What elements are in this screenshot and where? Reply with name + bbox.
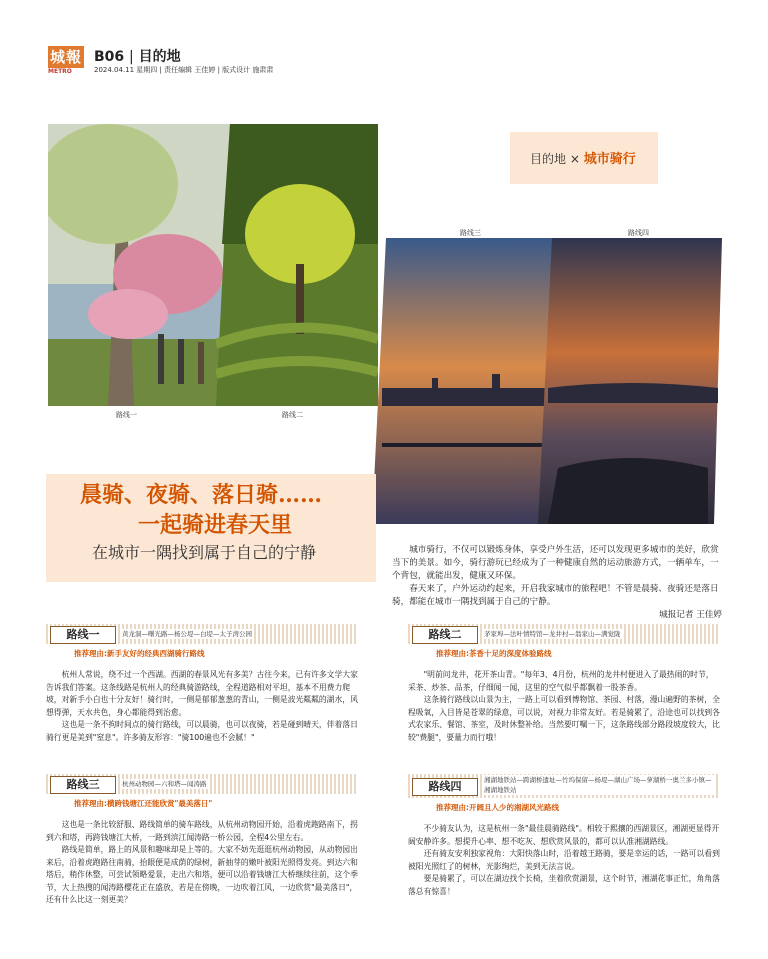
route-header (408, 624, 720, 644)
route-path: 湘湖地铁站—跨湖桥遗址—竹坞保留—杨堤—湖山广场—萝湖桥一奥兰多小镇—湘湖地铁站 (482, 775, 716, 795)
header-meta: 2024.04.11 星期四 | 责任编辑 王佳婷 | 版式设计 施肃肃 (94, 66, 274, 74)
intro-paragraph: 春天来了，户外运动约起来，开启我家城市的旅程吧！不管是晨骑、夜骑还是落日骑，都能在城市一隅找到属于自己的宁静。 (392, 584, 719, 607)
route-paragraph: 这也是一条不拘时间点的骑行路线，可以晨骑，也可以夜骑，若是碰到晴天，伴着落日骑行更是美到"窒息"。许多骑友形容："骑100遍也不会腻！" (46, 720, 358, 742)
caption-route-3: 路线三 (460, 229, 481, 237)
route-reason: 推荐理由:开阔且人少的湘湖风光路线 (436, 803, 559, 812)
route-label: 路线四 (412, 778, 478, 796)
route-paragraph: 杭州人常说，绕不过一个西湖。西湖的春景风光有多美？古往今来，已有许多文学大家告诉我们答案。这条线路是杭州人的经典骑游路线，全程道路相对平坦，基本不用费力爬坡，对新手小白也十分友好！骑行时，一侧是郁郁葱葱的青山，一侧是波光粼粼的湖水，风想得弹，天水共色，身心都能得到治愈。 (46, 670, 358, 717)
section-tag (530, 148, 636, 167)
headline-line-1: 晨骑、夜骑、落日骑…… (80, 482, 323, 508)
route-path: 杭州动物园—六和塔—闻涛路 (122, 780, 207, 788)
newspaper-logo-sub: METRO (48, 68, 72, 75)
route-paragraph: 要是骑累了，可以在湖边找个长椅，坐着欣赏湖景，这个时节，湘湖花事正忙，角角落落总有惊喜！ (408, 874, 720, 896)
byline: 城报记者 王佳婷 (659, 610, 722, 620)
tag-prefix: 目的地 (530, 152, 567, 166)
intro-paragraph: 城市骑行，不仅可以锻炼身体，享受户外生活，还可以发现更多城市的美好，欣赏当下的美景。如今，骑行游玩已经成为了一种健康自然的运动旅游方式，一辆单车，一个背包，就能出发，健康又环保。 (392, 545, 719, 581)
route-paragraph: 不少骑友认为，这是杭州一条"最佳晨骑路线"。相较于熙攘的西湖景区，湘湖更显得开阔安静许多。想提升心率、想不吃灰、想欣赏风景的，都可以认准湘湖路线。 (408, 824, 720, 846)
route-body (408, 823, 720, 898)
route-paragraph: "明前问龙井，花开茶山青。"每年3、4月份，杭州的龙井村便进入了最热闹的时节，采茶、炒茶、品茶，仔细闻一闻，这里的空气似乎都飘着一股茶香。 (408, 670, 714, 692)
route-reason: 推荐理由:新手友好的经典西湖骑行路线 (74, 649, 205, 658)
route-paragraph: 还有骑友安利独家视角：大阳快落山时，沿着越王路骑，要是幸运的话，一路可以看到被阳光照红了的树林，光影绚烂，美到无法言说。 (408, 849, 720, 871)
route-path: 茅家埠—法叶情特馆—龙井村—翁家山—满觉陇 (484, 630, 621, 638)
route-paragraph: 这条骑行路线以山景为主，一路上可以看到博物馆、茶园、村落，漫山遍野的茶树，全程吸氧，入目皆是苍翠的绿意，可以说，对视力非常友好。若是骑累了，沿途也可以找到各式农家乐、餐馆、茶室，及时休整补给。当然要叮嘱一下，这条路线部分路段坡度较大，比较"费腿"，要量力而行哦！ (408, 695, 720, 742)
caption-route-2: 路线二 (282, 411, 303, 419)
caption-route-1: 路线一 (116, 411, 137, 419)
route-header (408, 774, 720, 798)
route-header (46, 774, 358, 794)
route-label: 路线三 (50, 776, 116, 794)
route-paragraph: 路线是简单，路上的风景和趣味却是上等的。大家不妨先逛逛杭州动物园，从动物园出来后，沿着虎跑路往南骑，抬眼便是成荫的绿树，新抽芽的嫩叶被阳光照得发亮。到达六和塔后，稍作休整，可尝试领略爱景，走出六和塔，便可以沿着钱塘江大桥继续往前，这个季节，大上热搜的闻涛路樱花正在盛放，若是在傍晚，一边吹着江风，一边欣赏"最美落日"，还有什么比这一刻更美？ (46, 845, 358, 904)
section-name: 目的地 (138, 49, 181, 65)
route-body (46, 819, 358, 907)
photo-route-4 (538, 238, 722, 524)
subheadline: 在城市一隅找到属于自己的宁静 (92, 543, 317, 562)
tag-sep: × (569, 152, 580, 166)
newspaper-logo: 城報 (49, 48, 82, 66)
route-3-section (46, 774, 358, 907)
photo-route-1 (48, 124, 230, 406)
route-4-section (408, 774, 720, 898)
route-label: 路线二 (412, 626, 478, 644)
route-reason: 推荐理由:横跨钱塘江还能欣赏"最美落日" (74, 799, 213, 808)
photo-route-3 (372, 238, 558, 524)
route-body (46, 669, 358, 744)
photo-route-2 (216, 124, 378, 406)
route-label: 路线一 (50, 626, 116, 644)
intro-text (392, 544, 722, 622)
headline-line-2: 一起骑进春天里 (138, 512, 293, 538)
page-no: B06 (94, 49, 125, 65)
route-path: 黄龙洞—曙光路—杨公堤—白堤—太子湾公园 (122, 630, 252, 638)
route-body (408, 669, 720, 744)
route-paragraph: 这也是一条比较舒服、路线简单的骑车路线，从杭州动物园开始，沿着虎跑路南下，拐到六和塔，再跨钱塘江大桥，一路到滨江闻涛路一桥公园，全程4公里左右。 (46, 820, 358, 842)
route-2-section (408, 624, 720, 744)
page-number: B06 | 目的地 (94, 49, 181, 65)
route-1-section (46, 624, 358, 744)
route-reason: 推荐理由:茶香十足的深度体验路线 (436, 649, 552, 658)
tag-topic: 城市骑行 (583, 152, 636, 167)
route-header (46, 624, 358, 644)
caption-route-4: 路线四 (628, 229, 649, 237)
